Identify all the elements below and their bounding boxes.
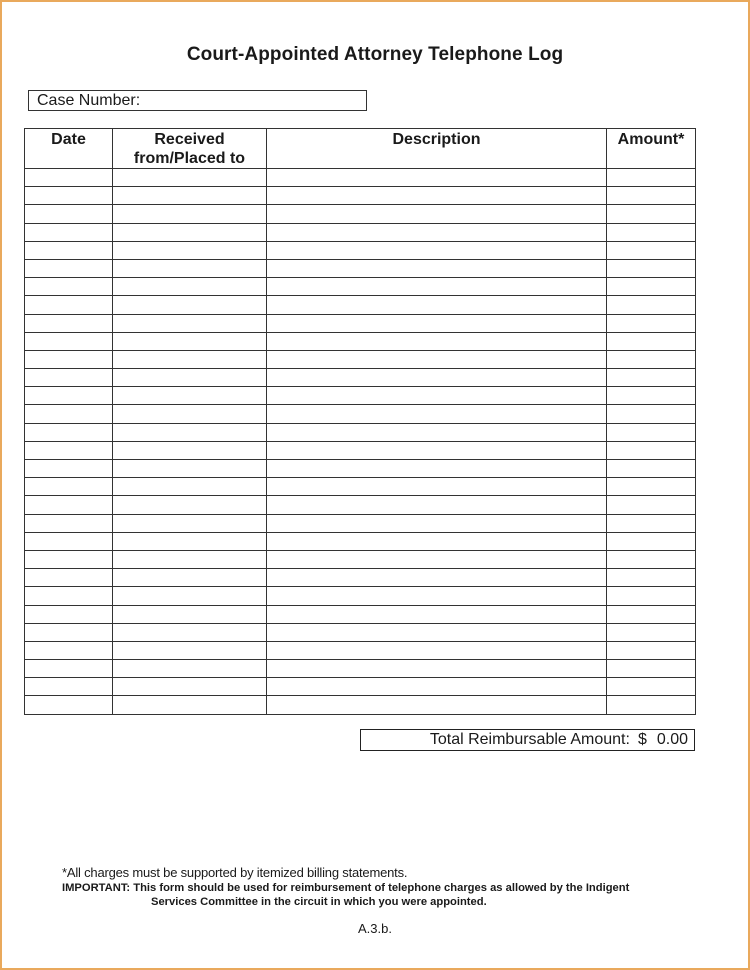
cell-received[interactable] bbox=[113, 405, 267, 423]
cell-amount[interactable] bbox=[607, 605, 696, 623]
cell-received[interactable] bbox=[113, 278, 267, 296]
table-row bbox=[25, 678, 696, 696]
cell-date[interactable] bbox=[25, 532, 113, 550]
cell-received[interactable] bbox=[113, 350, 267, 368]
cell-amount[interactable] bbox=[607, 332, 696, 350]
table-row bbox=[25, 696, 696, 714]
cell-date[interactable] bbox=[25, 641, 113, 659]
column-header-date: Date bbox=[25, 129, 113, 169]
cell-date[interactable] bbox=[25, 187, 113, 205]
cell-received[interactable] bbox=[113, 623, 267, 641]
table-row bbox=[25, 205, 696, 223]
cell-received[interactable] bbox=[113, 678, 267, 696]
cell-description[interactable] bbox=[267, 696, 607, 714]
cell-received[interactable] bbox=[113, 478, 267, 496]
cell-description[interactable] bbox=[267, 460, 607, 478]
cell-date[interactable] bbox=[25, 696, 113, 714]
cell-amount[interactable] bbox=[607, 169, 696, 187]
table-row bbox=[25, 241, 696, 259]
cell-amount[interactable] bbox=[607, 550, 696, 568]
cell-date[interactable] bbox=[25, 169, 113, 187]
table-row bbox=[25, 259, 696, 277]
cell-description[interactable] bbox=[267, 641, 607, 659]
table-row bbox=[25, 441, 696, 459]
cell-description[interactable] bbox=[267, 660, 607, 678]
cell-description[interactable] bbox=[267, 278, 607, 296]
cell-received[interactable] bbox=[113, 205, 267, 223]
cell-amount[interactable] bbox=[607, 350, 696, 368]
cell-amount[interactable] bbox=[607, 696, 696, 714]
table-row bbox=[25, 387, 696, 405]
cell-amount[interactable] bbox=[607, 641, 696, 659]
currency-symbol: $ bbox=[637, 731, 647, 748]
cell-date[interactable] bbox=[25, 623, 113, 641]
cell-amount[interactable] bbox=[607, 369, 696, 387]
cell-description[interactable] bbox=[267, 605, 607, 623]
cell-date[interactable] bbox=[25, 423, 113, 441]
cell-amount[interactable] bbox=[607, 496, 696, 514]
cell-received[interactable] bbox=[113, 187, 267, 205]
total-label: Total Reimbursable Amount: bbox=[429, 731, 630, 748]
table-row bbox=[25, 660, 696, 678]
cell-description[interactable] bbox=[267, 478, 607, 496]
cell-received[interactable] bbox=[113, 423, 267, 441]
cell-date[interactable] bbox=[25, 550, 113, 568]
cell-received[interactable] bbox=[113, 314, 267, 332]
cell-amount[interactable] bbox=[607, 441, 696, 459]
cell-description[interactable] bbox=[267, 405, 607, 423]
table-row bbox=[25, 314, 696, 332]
total-reimbursable-box bbox=[360, 729, 695, 751]
table-row bbox=[25, 223, 696, 241]
column-header-amount: Amount* bbox=[607, 129, 696, 169]
cell-received[interactable] bbox=[113, 660, 267, 678]
table-row bbox=[25, 350, 696, 368]
cell-date[interactable] bbox=[25, 441, 113, 459]
form-code: A.3.b. bbox=[358, 921, 392, 936]
column-header-description: Description bbox=[267, 129, 607, 169]
table-row bbox=[25, 641, 696, 659]
cell-amount[interactable] bbox=[607, 569, 696, 587]
table-row bbox=[25, 623, 696, 641]
cell-amount[interactable] bbox=[607, 314, 696, 332]
cell-description[interactable] bbox=[267, 332, 607, 350]
cell-received[interactable] bbox=[113, 332, 267, 350]
cell-description[interactable] bbox=[267, 441, 607, 459]
cell-amount[interactable] bbox=[607, 678, 696, 696]
cell-amount[interactable] bbox=[607, 296, 696, 314]
cell-description[interactable] bbox=[267, 514, 607, 532]
cell-date[interactable] bbox=[25, 460, 113, 478]
cell-date[interactable] bbox=[25, 369, 113, 387]
cell-date[interactable] bbox=[25, 496, 113, 514]
cell-description[interactable] bbox=[267, 259, 607, 277]
case-number-field[interactable] bbox=[28, 90, 367, 111]
cell-description[interactable] bbox=[267, 369, 607, 387]
important-notice-line2: Services Committee in the circuit in which you were appointed. bbox=[151, 896, 487, 908]
cell-amount[interactable] bbox=[607, 241, 696, 259]
cell-date[interactable] bbox=[25, 314, 113, 332]
cell-date[interactable] bbox=[25, 223, 113, 241]
cell-received[interactable] bbox=[113, 223, 267, 241]
cell-amount[interactable] bbox=[607, 205, 696, 223]
cell-received[interactable] bbox=[113, 387, 267, 405]
cell-date[interactable] bbox=[25, 660, 113, 678]
table-row bbox=[25, 605, 696, 623]
table-row bbox=[25, 550, 696, 568]
table-row bbox=[25, 460, 696, 478]
cell-description[interactable] bbox=[267, 423, 607, 441]
cell-amount[interactable] bbox=[607, 278, 696, 296]
table-row bbox=[25, 296, 696, 314]
telephone-log-table bbox=[24, 128, 696, 715]
table-row bbox=[25, 169, 696, 187]
table-row bbox=[25, 587, 696, 605]
cell-received[interactable] bbox=[113, 441, 267, 459]
table-row bbox=[25, 496, 696, 514]
cell-amount[interactable] bbox=[607, 660, 696, 678]
cell-date[interactable] bbox=[25, 405, 113, 423]
cell-description[interactable] bbox=[267, 241, 607, 259]
cell-date[interactable] bbox=[25, 478, 113, 496]
cell-date[interactable] bbox=[25, 569, 113, 587]
cell-amount[interactable] bbox=[607, 478, 696, 496]
cell-received[interactable] bbox=[113, 296, 267, 314]
cell-amount[interactable] bbox=[607, 587, 696, 605]
cell-received[interactable] bbox=[113, 241, 267, 259]
cell-received[interactable] bbox=[113, 496, 267, 514]
cell-description[interactable] bbox=[267, 169, 607, 187]
cell-date[interactable] bbox=[25, 605, 113, 623]
cell-received[interactable] bbox=[113, 605, 267, 623]
cell-amount[interactable] bbox=[607, 623, 696, 641]
cell-received[interactable] bbox=[113, 369, 267, 387]
cell-date[interactable] bbox=[25, 332, 113, 350]
cell-received[interactable] bbox=[113, 259, 267, 277]
table-header-row bbox=[25, 129, 696, 169]
cell-amount[interactable] bbox=[607, 532, 696, 550]
cell-date[interactable] bbox=[25, 350, 113, 368]
cell-description[interactable] bbox=[267, 350, 607, 368]
table-row bbox=[25, 405, 696, 423]
cell-description[interactable] bbox=[267, 187, 607, 205]
cell-date[interactable] bbox=[25, 278, 113, 296]
cell-description[interactable] bbox=[267, 550, 607, 568]
cell-received[interactable] bbox=[113, 641, 267, 659]
cell-date[interactable] bbox=[25, 259, 113, 277]
table-body bbox=[25, 169, 696, 715]
cell-description[interactable] bbox=[267, 314, 607, 332]
table-row bbox=[25, 369, 696, 387]
cell-amount[interactable] bbox=[607, 460, 696, 478]
table-row bbox=[25, 278, 696, 296]
table-row bbox=[25, 187, 696, 205]
cell-description[interactable] bbox=[267, 678, 607, 696]
cell-description[interactable] bbox=[267, 223, 607, 241]
cell-description[interactable] bbox=[267, 496, 607, 514]
cell-amount[interactable] bbox=[607, 405, 696, 423]
table-row bbox=[25, 478, 696, 496]
cell-received[interactable] bbox=[113, 696, 267, 714]
total-value: 0.00 bbox=[656, 731, 688, 748]
cell-received[interactable] bbox=[113, 460, 267, 478]
cell-date[interactable] bbox=[25, 678, 113, 696]
table-row bbox=[25, 332, 696, 350]
cell-description[interactable] bbox=[267, 532, 607, 550]
cell-date[interactable] bbox=[25, 296, 113, 314]
cell-amount[interactable] bbox=[607, 187, 696, 205]
table-row bbox=[25, 514, 696, 532]
cell-amount[interactable] bbox=[607, 259, 696, 277]
cell-received[interactable] bbox=[113, 514, 267, 532]
cell-description[interactable] bbox=[267, 387, 607, 405]
cell-date[interactable] bbox=[25, 241, 113, 259]
cell-received[interactable] bbox=[113, 587, 267, 605]
cell-description[interactable] bbox=[267, 569, 607, 587]
cell-date[interactable] bbox=[25, 205, 113, 223]
column-header-received-label: Received from/Placed to bbox=[133, 131, 246, 167]
cell-description[interactable] bbox=[267, 296, 607, 314]
cell-amount[interactable] bbox=[607, 387, 696, 405]
cell-date[interactable] bbox=[25, 587, 113, 605]
charges-note: *All charges must be supported by itemized billing statements. bbox=[62, 865, 408, 880]
important-notice-line1: IMPORTANT: This form should be used for reimbursement of telephone charges as allowed by the Indigent bbox=[62, 882, 630, 894]
cell-received[interactable] bbox=[113, 169, 267, 187]
case-number-label: Case Number: bbox=[37, 92, 141, 109]
cell-description[interactable] bbox=[267, 205, 607, 223]
table-row bbox=[25, 532, 696, 550]
cell-received[interactable] bbox=[113, 569, 267, 587]
cell-description[interactable] bbox=[267, 623, 607, 641]
table-row bbox=[25, 569, 696, 587]
cell-amount[interactable] bbox=[607, 423, 696, 441]
cell-date[interactable] bbox=[25, 387, 113, 405]
document-title: Court-Appointed Attorney Telephone Log bbox=[186, 44, 564, 65]
cell-description[interactable] bbox=[267, 587, 607, 605]
cell-received[interactable] bbox=[113, 532, 267, 550]
important-notice bbox=[62, 881, 702, 909]
table-row bbox=[25, 423, 696, 441]
cell-amount[interactable] bbox=[607, 514, 696, 532]
cell-received[interactable] bbox=[113, 550, 267, 568]
cell-date[interactable] bbox=[25, 514, 113, 532]
column-header-received bbox=[113, 129, 267, 169]
cell-amount[interactable] bbox=[607, 223, 696, 241]
